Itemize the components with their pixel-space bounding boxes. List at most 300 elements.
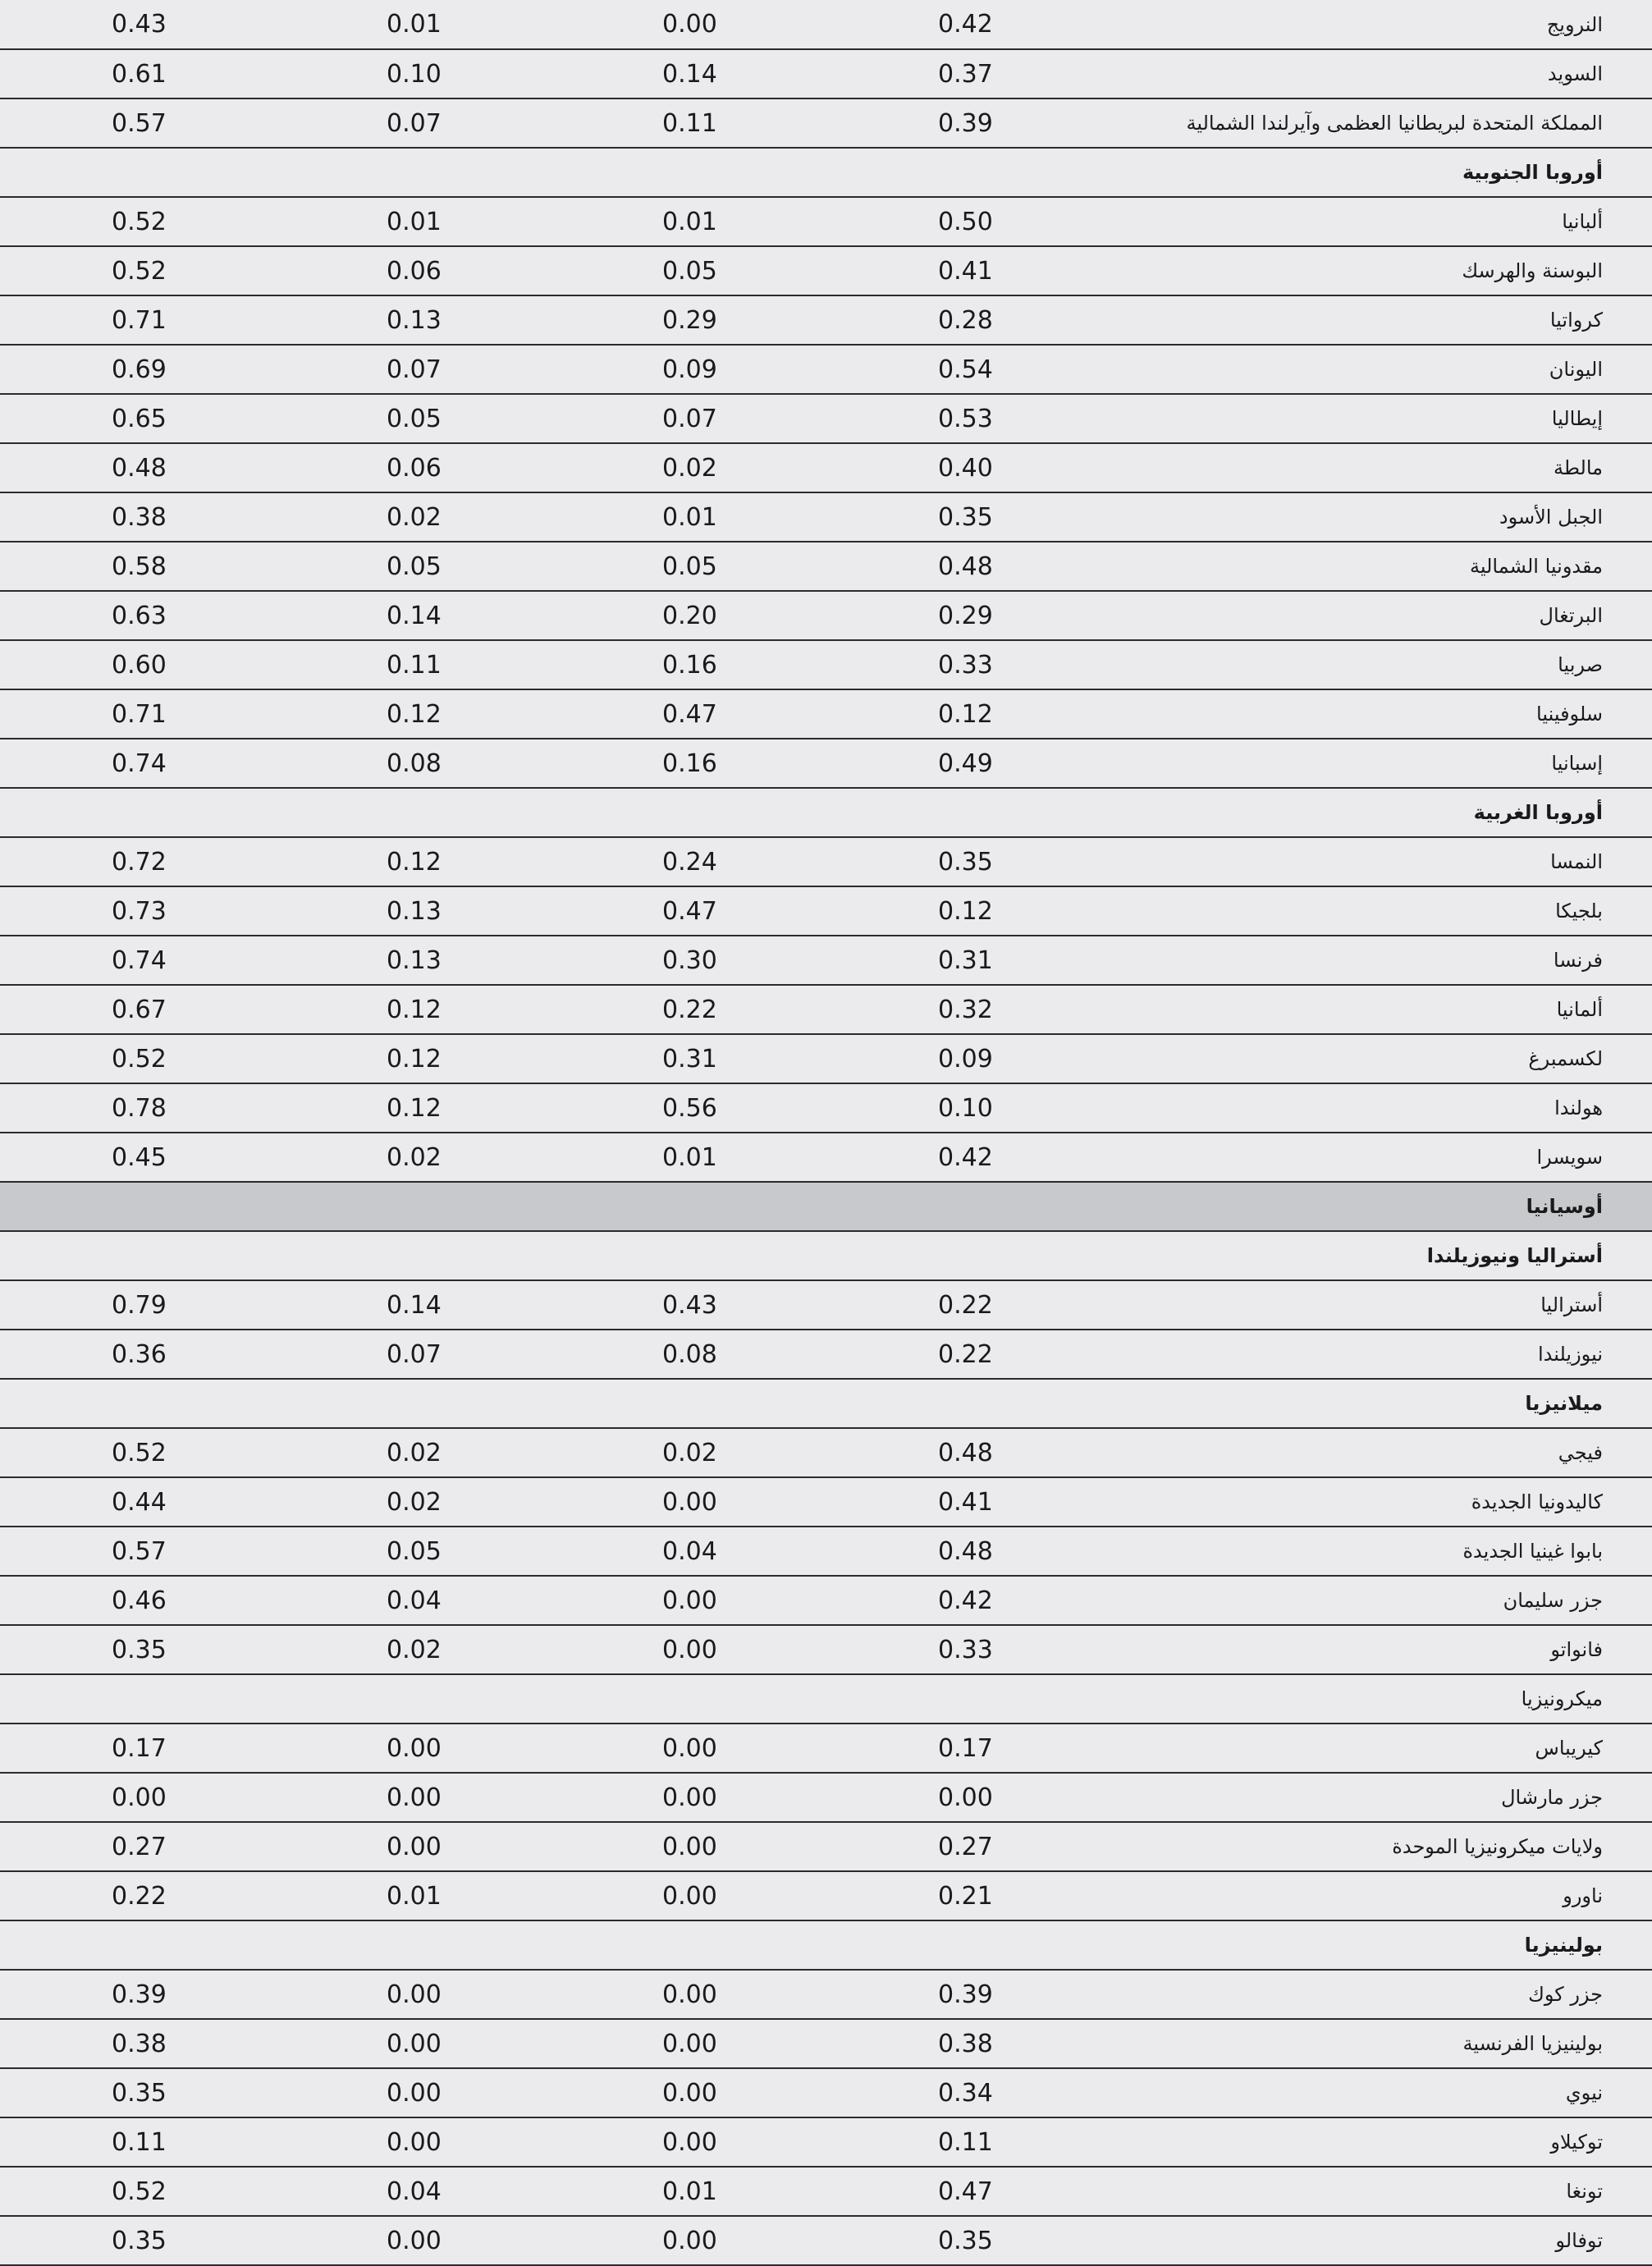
country-name: ولايات ميكرونيزيا الموحدة [1102,1822,1652,1871]
value-cell-v1 [826,1083,1102,1133]
value-cell-v1 [826,542,1102,591]
table-row [0,345,1652,394]
value-cell-v4 [0,98,275,148]
value-text: 0.40 [938,453,993,483]
value-text: 0.00 [662,1487,717,1517]
value-cell-v1 [826,1970,1102,2019]
value-cell-v2 [551,1724,826,1773]
value-cell-v2 [551,1871,826,1920]
value-cell-v4 [0,591,275,640]
value-text: 0.12 [387,847,442,877]
value-text: 0.60 [112,650,167,680]
value-cell-v4 [0,1625,275,1674]
value-text: 0.12 [938,896,993,926]
value-text: 0.11 [938,2127,993,2157]
value-cell-v4 [0,1083,275,1133]
table-row [0,1428,1652,1477]
value-cell-v2 [551,492,826,542]
value-cell-v2 [551,1576,826,1625]
value-text: 0.42 [938,1586,993,1615]
value-cell-v2 [551,1477,826,1527]
table-row [0,837,1652,886]
value-cell-v3 [275,542,551,591]
value-text: 0.33 [938,650,993,680]
value-text: 0.12 [387,995,442,1024]
value-cell-v2 [551,591,826,640]
section-label: أوسيانيا [0,1182,1652,1231]
table-row [0,443,1652,492]
value-text: 0.13 [387,896,442,926]
value-cell-v3 [275,394,551,443]
value-cell-v1 [826,197,1102,246]
country-name: فرنسا [1102,936,1652,985]
value-cell-v4 [0,1133,275,1182]
value-text: 0.50 [938,207,993,236]
value-cell-v2 [551,246,826,295]
section-label: أوروبا الجنوبية [0,148,1652,197]
value-text: 0.38 [938,2029,993,2058]
country-name: أستراليا [1102,1280,1652,1330]
country-name: سلوفينيا [1102,689,1652,739]
value-cell-v4 [0,2019,275,2068]
value-text: 0.10 [387,59,442,89]
subregion-header-row [0,788,1652,837]
country-name: فيجي [1102,1428,1652,1477]
value-text: 0.32 [938,995,993,1024]
value-cell-v1 [826,1773,1102,1822]
value-text: 0.00 [662,1635,717,1664]
value-text: 0.39 [938,1980,993,2009]
value-text: 0.52 [112,207,167,236]
table-row [0,98,1652,148]
value-cell-v3 [275,640,551,689]
value-text: 0.01 [662,1142,717,1172]
value-text: 0.71 [112,305,167,335]
value-text: 0.00 [387,1980,442,2009]
value-cell-v1 [826,837,1102,886]
table-row [0,1576,1652,1625]
value-text: 0.07 [662,404,717,433]
table-row [0,886,1652,936]
value-cell-v1 [826,1034,1102,1083]
country-name: ألبانيا [1102,197,1652,246]
value-cell-v1 [826,2019,1102,2068]
value-cell-v1 [826,1822,1102,1871]
value-cell-v2 [551,886,826,936]
value-cell-v4 [0,542,275,591]
table-row [0,295,1652,345]
value-text: 0.00 [662,10,717,39]
value-text: 0.05 [662,552,717,581]
value-text: 0.52 [112,1044,167,1073]
value-text: 0.00 [387,2078,442,2108]
value-cell-v3 [275,739,551,788]
value-cell-v2 [551,49,826,98]
value-cell-v1 [826,1527,1102,1576]
value-cell-v4 [0,1576,275,1625]
value-cell-v1 [826,591,1102,640]
value-cell-v2 [551,1034,826,1083]
value-cell-v2 [551,295,826,345]
country-name: إسبانيا [1102,739,1652,788]
table-row [0,49,1652,98]
value-text: 0.73 [112,896,167,926]
value-cell-v3 [275,2167,551,2216]
value-text: 0.46 [112,1586,167,1615]
value-cell-v4 [0,2117,275,2167]
table-row [0,1477,1652,1527]
value-text: 0.36 [112,1339,167,1369]
value-cell-v1 [826,1724,1102,1773]
value-text: 0.79 [112,1290,167,1320]
value-text: 0.00 [387,2226,442,2255]
value-cell-v2 [551,2019,826,2068]
value-text: 0.57 [112,1536,167,1566]
value-text: 0.02 [662,1438,717,1467]
value-text: 0.00 [662,1586,717,1615]
value-cell-v2 [551,1083,826,1133]
value-cell-v3 [275,2117,551,2167]
country-name: كرواتيا [1102,295,1652,345]
value-text: 0.30 [662,945,717,975]
value-text: 0.00 [662,1832,717,1861]
value-cell-v2 [551,985,826,1034]
country-name: توفالو [1102,2216,1652,2265]
value-text: 0.22 [938,1290,993,1320]
value-text: 0.01 [387,1881,442,1911]
table-row [0,1724,1652,1773]
table-row [0,492,1652,542]
country-name: كيريباس [1102,1724,1652,1773]
value-text: 0.58 [112,552,167,581]
country-name: البرتغال [1102,591,1652,640]
country-name: صربيا [1102,640,1652,689]
value-text: 0.12 [387,1093,442,1123]
value-text: 0.20 [662,601,717,630]
value-cell-v1 [826,739,1102,788]
value-cell-v1 [826,2117,1102,2167]
value-text: 0.04 [387,2177,442,2206]
value-cell-v4 [0,1822,275,1871]
section-label: بولينيزيا [0,1920,1652,1970]
section-label: أستراليا ونيوزيلندا [0,1231,1652,1280]
value-cell-v1 [826,1330,1102,1379]
value-cell-v1 [826,2216,1102,2265]
country-name: الجبل الأسود [1102,492,1652,542]
value-cell-v3 [275,2019,551,2068]
subregion-header-row [0,1379,1652,1428]
value-cell-v2 [551,936,826,985]
value-cell-v2 [551,739,826,788]
value-text: 0.00 [662,1881,717,1911]
country-name: تونغا [1102,2167,1652,2216]
value-text: 0.00 [662,2029,717,2058]
value-text: 0.00 [662,1783,717,1812]
country-name: جزر مارشال [1102,1773,1652,1822]
value-text: 0.65 [112,404,167,433]
value-cell-v1 [826,443,1102,492]
value-cell-v4 [0,197,275,246]
country-name: اليونان [1102,345,1652,394]
country-name: المملكة المتحدة لبريطانيا العظمى وآيرلندا الشمالية [1102,98,1652,148]
subregion-header-row [0,1231,1652,1280]
value-text: 0.53 [938,404,993,433]
value-cell-v4 [0,1477,275,1527]
value-cell-v2 [551,837,826,886]
value-text: 0.11 [662,108,717,138]
country-name: مقدونيا الشمالية [1102,542,1652,591]
value-cell-v4 [0,295,275,345]
value-cell-v4 [0,443,275,492]
value-cell-v4 [0,394,275,443]
value-cell-v3 [275,1280,551,1330]
value-text: 0.74 [112,748,167,778]
value-cell-v4 [0,739,275,788]
value-text: 0.44 [112,1487,167,1517]
value-text: 0.00 [662,1980,717,2009]
country-name: هولندا [1102,1083,1652,1133]
value-cell-v4 [0,0,275,49]
value-cell-v4 [0,1871,275,1920]
table-row [0,2117,1652,2167]
value-text: 0.31 [662,1044,717,1073]
value-text: 0.29 [662,305,717,335]
value-cell-v3 [275,1822,551,1871]
value-cell-v1 [826,1280,1102,1330]
country-name: البوسنة والهرسك [1102,246,1652,295]
value-cell-v2 [551,689,826,739]
value-text: 0.07 [387,355,442,384]
value-text: 0.56 [662,1093,717,1123]
value-cell-v1 [826,49,1102,98]
value-text: 0.42 [938,10,993,39]
value-text: 0.00 [662,1733,717,1763]
value-cell-v3 [275,1576,551,1625]
value-cell-v4 [0,2216,275,2265]
country-name: ألمانيا [1102,985,1652,1034]
value-text: 0.00 [387,1832,442,1861]
value-cell-v3 [275,886,551,936]
value-cell-v1 [826,1428,1102,1477]
country-name: بابوا غينيا الجديدة [1102,1527,1652,1576]
value-text: 0.35 [112,2226,167,2255]
value-text: 0.22 [112,1881,167,1911]
value-cell-v2 [551,2117,826,2167]
country-name: النمسا [1102,837,1652,886]
value-text: 0.63 [112,601,167,630]
value-cell-v4 [0,2068,275,2117]
value-cell-v1 [826,2167,1102,2216]
value-cell-v2 [551,1822,826,1871]
value-cell-v2 [551,2167,826,2216]
value-cell-v2 [551,1773,826,1822]
value-cell-v3 [275,246,551,295]
table-row [0,2167,1652,2216]
table-row [0,591,1652,640]
value-text: 0.43 [662,1290,717,1320]
value-cell-v2 [551,640,826,689]
table-row [0,1034,1652,1083]
value-cell-v2 [551,1133,826,1182]
table-row [0,2216,1652,2265]
value-cell-v4 [0,1428,275,1477]
table-row [0,1280,1652,1330]
value-text: 0.14 [387,601,442,630]
country-name: جزر سليمان [1102,1576,1652,1625]
value-text: 0.35 [938,502,993,532]
country-name: السويد [1102,49,1652,98]
value-text: 0.45 [112,1142,167,1172]
value-cell-v4 [0,1527,275,1576]
value-text: 0.67 [112,995,167,1024]
value-text: 0.47 [938,2177,993,2206]
value-text: 0.00 [387,1783,442,1812]
value-text: 0.72 [112,847,167,877]
value-cell-v3 [275,1330,551,1379]
value-cell-v3 [275,1625,551,1674]
value-text: 0.04 [387,1586,442,1615]
value-text: 0.24 [662,847,717,877]
country-name: نيوزيلندا [1102,1330,1652,1379]
value-text: 0.61 [112,59,167,89]
country-name: كاليدونيا الجديدة [1102,1477,1652,1527]
value-text: 0.00 [112,1783,167,1812]
value-text: 0.00 [662,2127,717,2157]
value-text: 0.43 [112,10,167,39]
table-row [0,2019,1652,2068]
value-cell-v2 [551,2068,826,2117]
value-cell-v1 [826,1625,1102,1674]
value-text: 0.31 [938,945,993,975]
value-text: 0.02 [662,453,717,483]
value-text: 0.48 [938,1438,993,1467]
value-text: 0.27 [112,1832,167,1861]
subregion-header-row [0,1674,1652,1724]
country-name: النرويج [1102,0,1652,49]
table-row [0,2068,1652,2117]
value-text: 0.02 [387,502,442,532]
value-cell-v1 [826,345,1102,394]
value-cell-v4 [0,886,275,936]
value-text: 0.05 [387,1536,442,1566]
value-cell-v2 [551,1280,826,1330]
value-cell-v1 [826,295,1102,345]
value-cell-v4 [0,1330,275,1379]
value-text: 0.39 [112,1980,167,2009]
country-name: ناورو [1102,1871,1652,1920]
value-cell-v3 [275,345,551,394]
value-text: 0.52 [112,256,167,286]
value-text: 0.28 [938,305,993,335]
value-cell-v3 [275,1527,551,1576]
value-text: 0.01 [662,502,717,532]
value-text: 0.09 [938,1044,993,1073]
value-cell-v3 [275,197,551,246]
value-cell-v1 [826,2068,1102,2117]
value-text: 0.01 [662,207,717,236]
value-text: 0.16 [662,748,717,778]
subregion-header-row [0,1920,1652,1970]
value-cell-v1 [826,98,1102,148]
table-row [0,246,1652,295]
value-text: 0.35 [112,2078,167,2108]
value-text: 0.29 [938,601,993,630]
table-row [0,1871,1652,1920]
value-cell-v3 [275,49,551,98]
value-cell-v3 [275,2068,551,2117]
value-text: 0.78 [112,1093,167,1123]
value-cell-v1 [826,0,1102,49]
value-cell-v3 [275,492,551,542]
region-header-row [0,1182,1652,1231]
value-cell-v2 [551,1527,826,1576]
value-text: 0.00 [938,1783,993,1812]
value-text: 0.08 [662,1339,717,1369]
table-row [0,1773,1652,1822]
value-cell-v1 [826,246,1102,295]
value-cell-v2 [551,197,826,246]
value-text: 0.35 [112,1635,167,1664]
table-row [0,1083,1652,1133]
value-text: 0.41 [938,256,993,286]
value-text: 0.47 [662,699,717,729]
value-text: 0.07 [387,108,442,138]
value-cell-v3 [275,2216,551,2265]
value-text: 0.54 [938,355,993,384]
value-cell-v4 [0,837,275,886]
value-text: 0.00 [662,2078,717,2108]
value-cell-v3 [275,1970,551,2019]
value-text: 0.01 [662,2177,717,2206]
value-cell-v3 [275,591,551,640]
value-text: 0.06 [387,256,442,286]
value-text: 0.05 [387,552,442,581]
value-text: 0.05 [387,404,442,433]
value-cell-v3 [275,1428,551,1477]
value-text: 0.42 [938,1142,993,1172]
value-text: 0.00 [387,2029,442,2058]
value-cell-v1 [826,689,1102,739]
table-row [0,640,1652,689]
value-text: 0.04 [662,1536,717,1566]
value-text: 0.13 [387,305,442,335]
country-name: نيوي [1102,2068,1652,2117]
value-text: 0.52 [112,2177,167,2206]
value-text: 0.12 [387,699,442,729]
value-text: 0.12 [938,699,993,729]
value-text: 0.57 [112,108,167,138]
value-cell-v2 [551,1970,826,2019]
value-text: 0.21 [938,1881,993,1911]
value-text: 0.13 [387,945,442,975]
country-name: سويسرا [1102,1133,1652,1182]
value-text: 0.37 [938,59,993,89]
country-name: بلجيكا [1102,886,1652,936]
value-cell-v1 [826,1871,1102,1920]
table-row [0,936,1652,985]
table-row [0,0,1652,49]
value-text: 0.09 [662,355,717,384]
value-cell-v4 [0,1970,275,2019]
value-cell-v4 [0,246,275,295]
table-row [0,1527,1652,1576]
value-cell-v2 [551,98,826,148]
value-text: 0.34 [938,2078,993,2108]
value-cell-v3 [275,837,551,886]
country-name: إيطاليا [1102,394,1652,443]
value-cell-v2 [551,1625,826,1674]
value-cell-v2 [551,1428,826,1477]
